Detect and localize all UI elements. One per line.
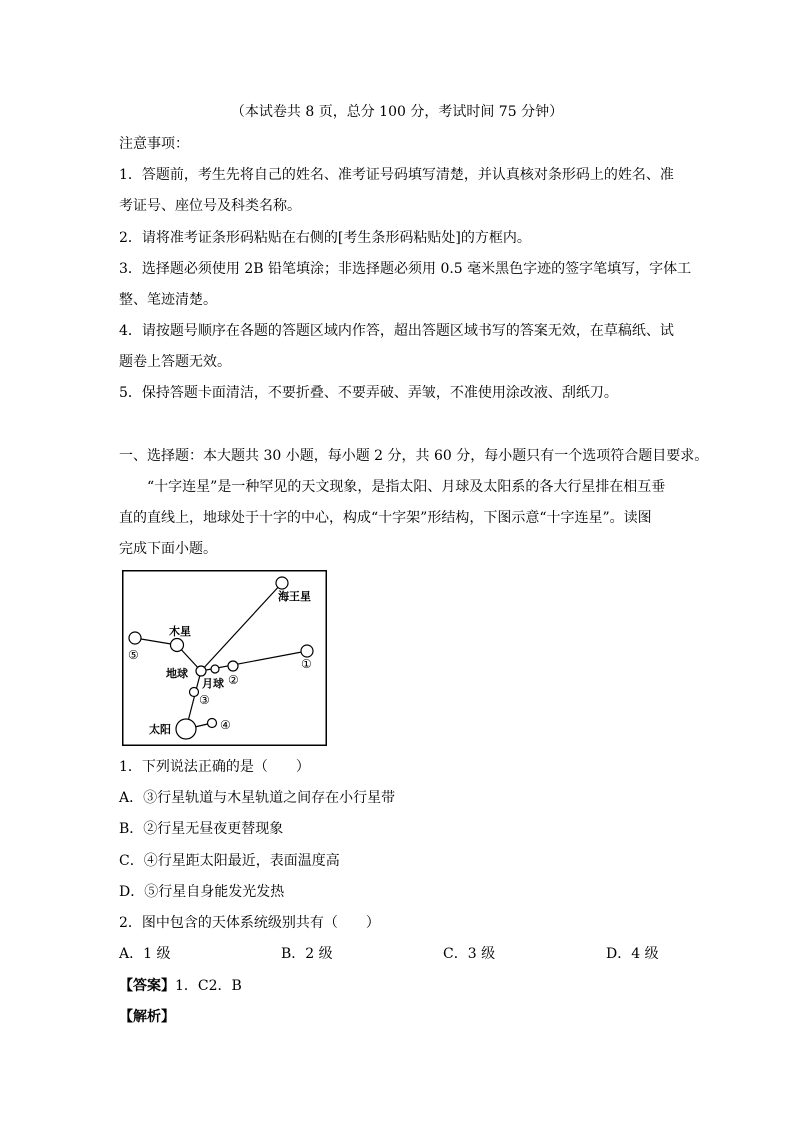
jupiter-circle [171, 639, 184, 652]
sun-circle [176, 719, 196, 739]
question-2-option-c: C．3 级 [443, 946, 496, 962]
intro-line: 直的直线上，地球处于十字的中心，构成“十字架”形结构，下图示意“十字连星”。读图 [119, 510, 652, 526]
neptune-label: 海王星 [278, 590, 311, 603]
sun-label: 太阳 [149, 723, 171, 736]
jupiter-label: 木星 [169, 625, 191, 638]
notice-line: 1．答题前，考生先将自己的姓名、准考证号码填写清楚，并认真核对条形码上的姓名、准 [119, 167, 674, 183]
answer-line [119, 976, 242, 996]
notice-title: 注意事项： [119, 136, 189, 152]
question-2-option-d: D．4 级 [606, 946, 659, 962]
neptune-circle [276, 577, 288, 589]
planet4-circle [208, 719, 217, 728]
answer-label: 【答案】 [119, 978, 175, 994]
notice-line: 3．选择题必须使用 2B 铅笔填涂；非选择题必须用 0.5 毫米黑色字迹的签字笔填写，字体工 [119, 261, 692, 277]
planet1-circle [301, 645, 313, 657]
notice-line: 整、笔迹清楚。 [119, 292, 217, 308]
notice-line: 5．保持答题卡面清洁，不要折叠、不要弄破、弄皱，不准使用涂改液、刮纸刀。 [119, 385, 618, 401]
question-1-option-d: D．⑤行星自身能发光发热 [119, 884, 285, 900]
question-1-option-c: C．④行星距太阳最近，表面温度高 [119, 853, 340, 869]
planet2-circle [228, 661, 238, 671]
planet3-number: ③ [199, 693, 210, 707]
cross-alignment-diagram [122, 570, 327, 746]
earth-label: 地球 [166, 667, 188, 680]
notice-line: 题卷上答题无效。 [119, 354, 231, 370]
intro-line: “十字连星”是一种罕见的天文现象，是指太阳、月球及太阳系的各大行星排在相互垂 [147, 479, 666, 495]
answer-value: 1．C2．B [175, 978, 242, 994]
question-1-option-a: A．③行星轨道与木星轨道之间存在小行星带 [119, 790, 396, 806]
question-2-option-b: B．2 级 [281, 946, 333, 962]
notice-line: 考证号、座位号及科类名称。 [119, 198, 301, 214]
planet5-number: ⑤ [128, 648, 139, 662]
analysis-label: 【解析】 [119, 1009, 175, 1025]
planet2-number: ② [228, 673, 239, 687]
question-1-option-b: B．②行星无昼夜更替现象 [119, 821, 284, 837]
moon-label: 月球 [202, 677, 224, 690]
question-2-option-a: A．1 级 [119, 946, 171, 962]
question-1-stem: 1．下列说法正确的是（ ） [119, 759, 310, 775]
planet4-number: ④ [220, 718, 231, 732]
section-title: 一、选择题：本大题共 30 小题，每小题 2 分，共 60 分，每小题只有一个选项符合题目要求。 [119, 448, 709, 464]
earth-circle [196, 666, 206, 676]
question-2-stem: 2．图中包含的天体系统级别共有（ ） [119, 915, 380, 931]
planet3-circle [190, 688, 199, 697]
moon-circle [211, 665, 219, 673]
intro-line: 完成下面小题。 [119, 541, 217, 557]
planet5-circle [129, 632, 141, 644]
exam-info: （本试卷共 8 页，总分 100 分，考试时间 75 分钟） [230, 104, 564, 120]
planet1-number: ① [301, 657, 312, 671]
notice-line: 2．请将准考证条形码粘贴在右侧的[考生条形码粘贴处]的方框内。 [119, 230, 531, 246]
notice-line: 4．请按题号顺序在各题的答题区域内作答，超出答题区域书写的答案无效，在草稿纸、试 [119, 323, 674, 339]
